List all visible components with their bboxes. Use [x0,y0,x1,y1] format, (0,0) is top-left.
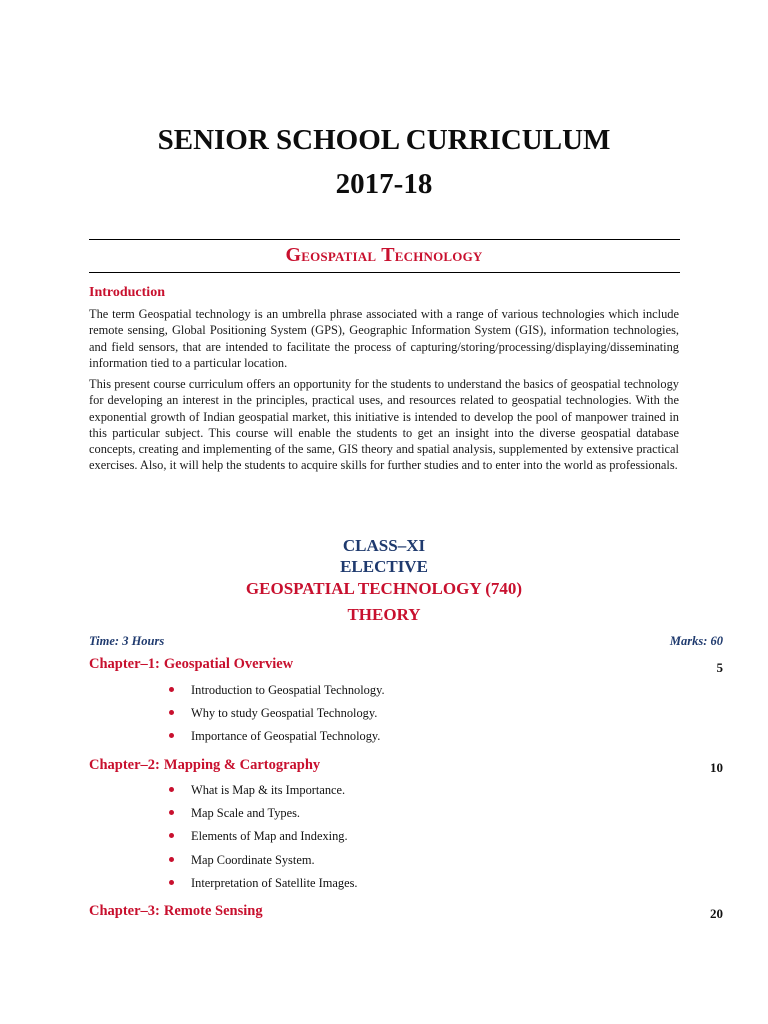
chapter-number: Chapter–2: [89,757,160,773]
bullet-dot-icon [169,787,174,792]
subject-code-label: GEOSPATIAL TECHNOLOGY (740) [245,579,523,598]
chapter-1-topics [166,682,385,752]
subject-initial-g: G [285,244,302,266]
bullet-dot-icon [169,857,174,862]
chapter-3-marks: 20 [710,906,723,921]
bullet-dot-icon [169,833,174,838]
total-marks: Marks: 60 [669,634,723,648]
list-item [166,852,358,875]
bullet-dot-icon [169,810,174,815]
bullet-dot-icon [169,733,174,738]
chapter-title: Remote Sensing [163,903,263,919]
list-item [166,782,358,805]
list-item [166,875,358,898]
chapter-title: Mapping & Cartography [163,757,321,773]
list-item [166,805,358,828]
chapter-1-marks: 5 [716,660,723,675]
subject-word-1: eospatial [301,245,377,266]
topic-text: Elements of Map and Indexing. [191,829,348,844]
bullet-dot-icon [169,880,174,885]
exam-time: Time: 3 Hours [89,634,165,648]
subject-word-2: echnology [394,245,483,266]
chapter-2-topics [166,782,358,898]
topic-text: Importance of Geospatial Technology. [191,729,381,744]
topic-text: Map Coordinate System. [191,852,315,867]
subject-heading [0,244,768,267]
subject-initial-t: T [381,244,395,266]
theory-label: THEORY [347,605,421,624]
list-item [166,828,358,851]
chapter-title: Geospatial Overview [163,656,294,672]
list-item [166,682,385,705]
introduction-heading: Introduction [89,285,165,300]
chapter-3-heading [89,903,263,920]
chapter-2-marks: 10 [710,760,723,775]
bullet-dot-icon [169,710,174,715]
curriculum-title: SENIOR SCHOOL CURRICULUM [157,124,611,156]
introduction-paragraph-1: The term Geospatial technology is an umbrella phrase associated with a range of various technologies which include remote sensing, Global Positioning System (GPS), Geographic Information System (GIS), information technologies, and field sensors, that are intended to facilitate the process of capturing/storing/processing/displaying/disseminating information tied to a particular location. [89,307,679,370]
topic-text: What is Map & its Importance. [191,783,346,797]
chapter-1-heading [89,656,293,673]
divider-bottom [89,272,680,273]
divider-top [89,239,680,240]
topic-text: Introduction to Geospatial Technology. [191,683,385,697]
chapter-number: Chapter–1: [89,656,160,672]
topic-text: Interpretation of Satellite Images. [191,875,358,890]
topic-text: Map Scale and Types. [191,806,301,821]
topic-text: Why to study Geospatial Technology. [191,706,378,721]
curriculum-year: 2017-18 [335,168,433,200]
introduction-paragraph-2: This present course curriculum offers an opportunity for the students to understand the basics of geospatial technology for developing an interest in the principles, practical uses, and resources related to geospatial technologies. With the exponential growth of Indian geospatial market, this initiative is intended to develop the pool of manpower trained in this particular subject. This course will enable the students to get an insight into the diverse geospatial database concepts, creating and implementing of the same, GIS theory and spatial analysis, supplemented by extensive practical exercises. Also, it will help the students to acquire skills for further studies and to enter into the world as professionals. [89,377,679,473]
list-item [166,728,385,751]
list-item [166,705,385,728]
chapter-2-heading [89,757,320,774]
class-label: CLASS–XI [342,536,426,555]
elective-label: ELECTIVE [340,557,428,576]
bullet-dot-icon [169,687,174,692]
chapter-number: Chapter–3: [89,903,160,919]
